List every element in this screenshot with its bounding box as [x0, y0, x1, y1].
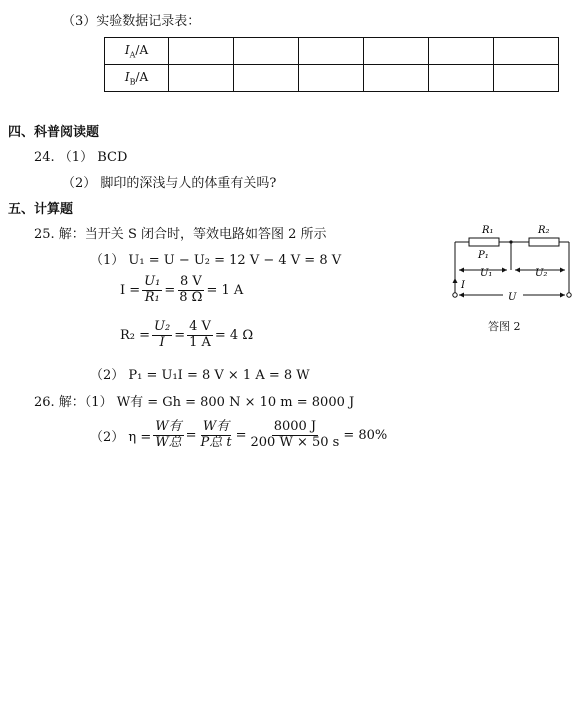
fraction: $\frac{4 V}{1 A}$ [189, 319, 211, 350]
label-p1: P₁ [478, 250, 489, 261]
figure-caption: 答图 2 [488, 320, 521, 333]
q25-line-1: （1） U₁ = U − U₂ = 12 V − 4 V = 8 V [90, 253, 342, 268]
table-cell [494, 65, 559, 92]
table-cell [364, 38, 429, 65]
resistor-r1 [469, 238, 499, 246]
row-label-ia: $I_A/A$ [105, 38, 169, 65]
table-cell [364, 65, 429, 92]
label-r1: R₁ [482, 225, 494, 236]
fraction: $\frac{\text{W有}}{\text{W总}}$ [155, 419, 182, 450]
arrow-icon [515, 268, 520, 273]
table-cell [234, 38, 299, 65]
fraction: $\frac{\text{U₁}}{\text{R₁}}$ [144, 274, 161, 305]
section-4-title: 四、科普阅读题 [8, 125, 100, 140]
fraction: $\frac{\text{W有}}{\text{P总 t}}$ [200, 419, 232, 450]
table-row [105, 65, 559, 92]
q3-heading: （3）实验数据记录表： [62, 14, 201, 29]
label-u1: U₁ [480, 268, 493, 279]
q26-efficiency-formula: （2） η = $\frac{\text{W有}}{\text{W总}}$ = $\frac{\text{W有}}{\text{P总 t}}$ = $\frac{8000 J}{200 W \times 50 s}$ = 80% [90, 419, 388, 450]
table-cell [429, 65, 494, 92]
arrow-icon [502, 268, 507, 273]
circuit-diagram [445, 220, 575, 315]
table-cell [234, 65, 299, 92]
table-cell [494, 38, 559, 65]
q24-answer-2: （2） 脚印的深浅与人的体重有关吗? [62, 176, 277, 191]
current-arrow-icon [453, 278, 458, 283]
q25-resistance-formula: R₂ = $\frac{\text{U₂}}{I}$ = $\frac{4 V}{1 A}$ = 4 Ω [120, 319, 254, 350]
terminal-left [453, 293, 457, 297]
q25-line-4: （2） P₁ = U₁I = 8 V × 1 A = 8 W [90, 368, 310, 383]
arrow-icon [560, 268, 565, 273]
terminal-right [567, 293, 571, 297]
q26-line-1: 26. 解：（1） W有 = Gh = 800 N × 10 m = 8000 J [34, 395, 355, 410]
q25-intro: 25. 解：当开关 S 闭合时，等效电路如答图 2 所示 [34, 227, 327, 242]
q24-answer-1: 24. （1） BCD [34, 150, 128, 165]
row-label-ib: $I_B/A$ [105, 65, 169, 92]
fraction: $\frac{8000 J}{200 W \times 50 s}$ [250, 419, 340, 450]
resistor-r2 [529, 238, 559, 246]
label-u: U [508, 292, 517, 303]
fraction: $\frac{\text{U₂}}{I}$ [154, 319, 171, 350]
table-cell [299, 38, 364, 65]
arrow-icon [560, 293, 565, 298]
table-row [105, 38, 559, 65]
label-i: I [461, 280, 465, 291]
label-u2: U₂ [535, 268, 548, 279]
label-r2: R₂ [538, 225, 550, 236]
table-cell [169, 38, 234, 65]
table-cell [429, 38, 494, 65]
arrow-icon [459, 268, 464, 273]
q25-current-formula: I = $\frac{\text{U₁}}{\text{R₁}}$ = $\frac{8 V}{8 \Omega}$ = 1 A [120, 274, 244, 305]
section-5-title: 五、计算题 [8, 202, 74, 217]
fraction: $\frac{8 V}{8 \Omega}$ [179, 274, 203, 305]
arrow-icon [459, 293, 464, 298]
table-cell [299, 65, 364, 92]
table-cell [169, 65, 234, 92]
data-record-table [104, 37, 559, 92]
